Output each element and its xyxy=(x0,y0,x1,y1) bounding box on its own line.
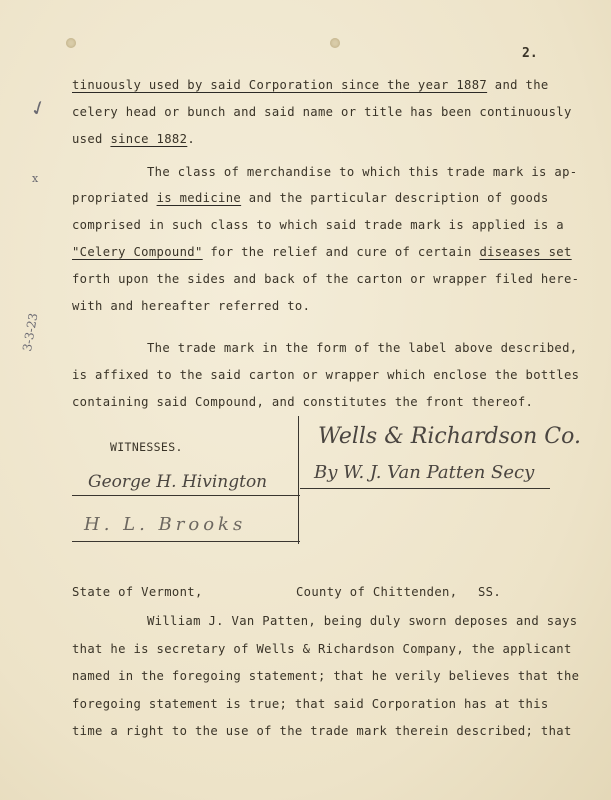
paragraph3-line1: The trade mark in the form of the label above described, xyxy=(147,341,578,355)
signature-divider xyxy=(298,416,299,544)
witness1-line xyxy=(72,495,300,496)
paragraph2-line5: forth upon the sides and back of the carton or wrapper filed here- xyxy=(72,272,580,286)
company-signature-line xyxy=(300,488,550,489)
page-number: 2. xyxy=(522,46,538,61)
affidavit-line2: that he is secretary of Wells & Richardson Company, the applicant xyxy=(72,642,572,656)
affidavit-line1: William J. Van Patten, being duly sworn deposes and says xyxy=(147,614,578,628)
paragraph3-line2: is affixed to the said carton or wrapper which enclose the bottles xyxy=(72,368,580,382)
venue-county: County of Chittenden, xyxy=(296,585,458,599)
affidavit-line4: foregoing statement is true; that said Corporation has at this xyxy=(72,697,549,711)
paragraph1-line1: tinuously used by said Corporation since the year 1887 and the xyxy=(72,78,549,92)
paragraph1-line3: used since 1882. xyxy=(72,132,195,146)
witness2-line xyxy=(72,541,300,542)
venue-ss: SS. xyxy=(478,585,502,599)
margin-date-note: 3-3-23 xyxy=(20,311,41,353)
affidavit-line3: named in the foregoing statement; that he verily believes that the xyxy=(72,669,580,683)
paragraph2-line2: propriated is medicine and the particular description of goods xyxy=(72,191,549,205)
margin-x-mark: x xyxy=(32,172,39,185)
paragraph2-line3: comprised in such class to which said trade mark is applied is a xyxy=(72,218,564,232)
witnesses-label: WITNESSES. xyxy=(110,440,183,454)
company-signature: Wells & Richardson Co. xyxy=(318,424,581,449)
paragraph3-line3: containing said Compound, and constitutes the front thereof. xyxy=(72,395,534,409)
punch-hole xyxy=(66,38,76,48)
paragraph2-line1: The class of merchandise to which this trade mark is ap- xyxy=(147,165,578,179)
witness2-signature: H. L. Brooks xyxy=(84,514,247,535)
by-signature: By W. J. Van Patten Secy xyxy=(314,462,535,483)
paragraph1-line2: celery head or bunch and said name or title has been continuously xyxy=(72,105,572,119)
margin-checkmark: ✓ xyxy=(26,93,51,123)
punch-hole xyxy=(330,38,340,48)
witness1-signature: George H. Hivington xyxy=(88,472,268,492)
venue-state: State of Vermont, xyxy=(72,585,203,599)
affidavit-line5: time a right to the use of the trade mark therein described; that xyxy=(72,724,572,738)
paragraph2-line4: "Celery Compound" for the relief and cure of certain diseases set xyxy=(72,245,572,259)
paragraph2-line6: with and hereafter referred to. xyxy=(72,299,311,313)
